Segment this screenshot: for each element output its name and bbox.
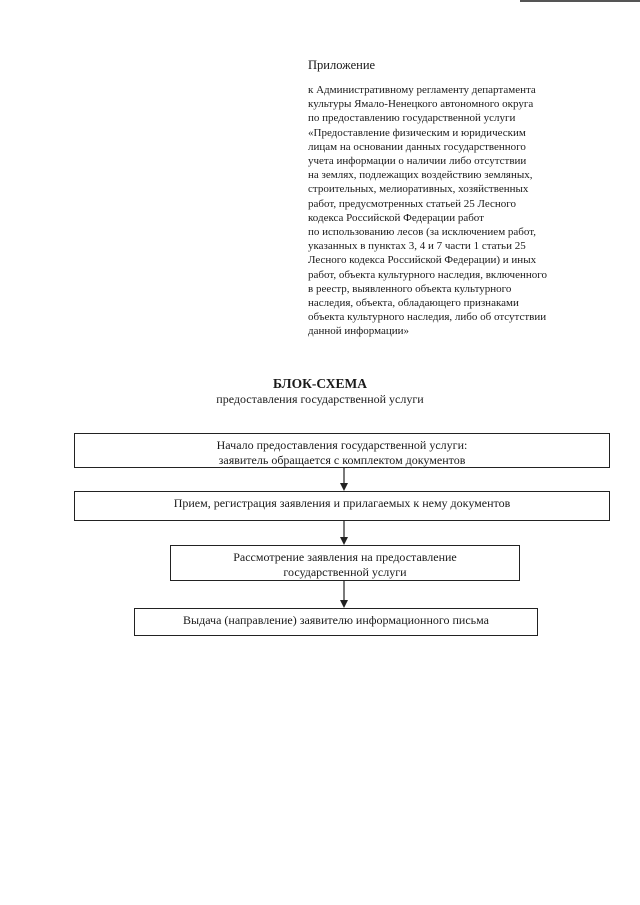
flow-arrow-1 bbox=[339, 468, 349, 491]
flow-step-registration-line-1: Прием, регистрация заявления и прилагаемых к нему документов bbox=[173, 496, 511, 510]
appendix-line: наследия, объекта, обладающего признаками bbox=[308, 297, 519, 310]
appendix-body bbox=[308, 83, 608, 339]
appendix-line: работ, объекта культурного наследия, включенного bbox=[308, 268, 547, 281]
flow-step-registration bbox=[74, 491, 610, 521]
appendix-line: по использованию лесов (за исключением работ, bbox=[308, 226, 536, 239]
flow-arrow-3 bbox=[339, 581, 349, 608]
flow-step-issue-letter bbox=[134, 608, 538, 636]
appendix-line: объекта культурного наследия, либо об отсутствии bbox=[308, 311, 547, 324]
appendix-line: работ, предусмотренных статьей 25 Лесного bbox=[308, 197, 517, 210]
appendix-title: Приложение bbox=[308, 58, 376, 72]
flow-arrow-2 bbox=[339, 521, 349, 545]
appendix-line: учета информации о наличии либо отсутствии bbox=[308, 155, 527, 168]
flow-step-start-line-1: Начало предоставления государственной услуги: bbox=[216, 438, 468, 452]
appendix-line: лицам на основании данных государственного bbox=[308, 140, 526, 153]
block-scheme-subtitle: предоставления государственной услуги bbox=[216, 392, 424, 406]
appendix-line: на землях, подлежащих воздействию земляных, bbox=[308, 169, 533, 182]
appendix-line: по предоставлению государственной услуги bbox=[308, 112, 516, 125]
flow-step-issue-letter-line-1: Выдача (направление) заявителю информационного письма bbox=[183, 613, 489, 627]
block-scheme-title: БЛОК-СХЕМА bbox=[272, 376, 368, 391]
flow-step-review-line-1: Рассмотрение заявления на предоставление bbox=[233, 550, 457, 564]
appendix-line: указанных в пунктах 3, 4 и 7 части 1 статьи 25 bbox=[308, 240, 526, 253]
flow-step-review-line-2: государственной услуги bbox=[283, 565, 407, 579]
appendix-line: кодекса Российской Федерации работ bbox=[308, 211, 484, 224]
appendix-line: к Административному регламенту департамента bbox=[308, 84, 536, 96]
flow-step-start bbox=[74, 433, 610, 468]
scan-edge-mark bbox=[520, 0, 640, 2]
appendix-line: данной информации» bbox=[308, 325, 410, 338]
flow-step-review bbox=[170, 545, 520, 581]
appendix-line: «Предоставление физическим и юридическим bbox=[308, 126, 526, 139]
appendix-line: в реестр, выявленного объекта культурного bbox=[308, 282, 512, 295]
appendix-line: культуры Ямало-Ненецкого автономного округа bbox=[308, 98, 534, 111]
flow-step-start-line-2: заявитель обращается с комплектом документов bbox=[218, 453, 466, 467]
appendix-line: Лесного кодекса Российской Федерации) и иных bbox=[308, 254, 537, 267]
appendix-line: строительных, мелиоративных, хозяйственных bbox=[308, 183, 529, 196]
